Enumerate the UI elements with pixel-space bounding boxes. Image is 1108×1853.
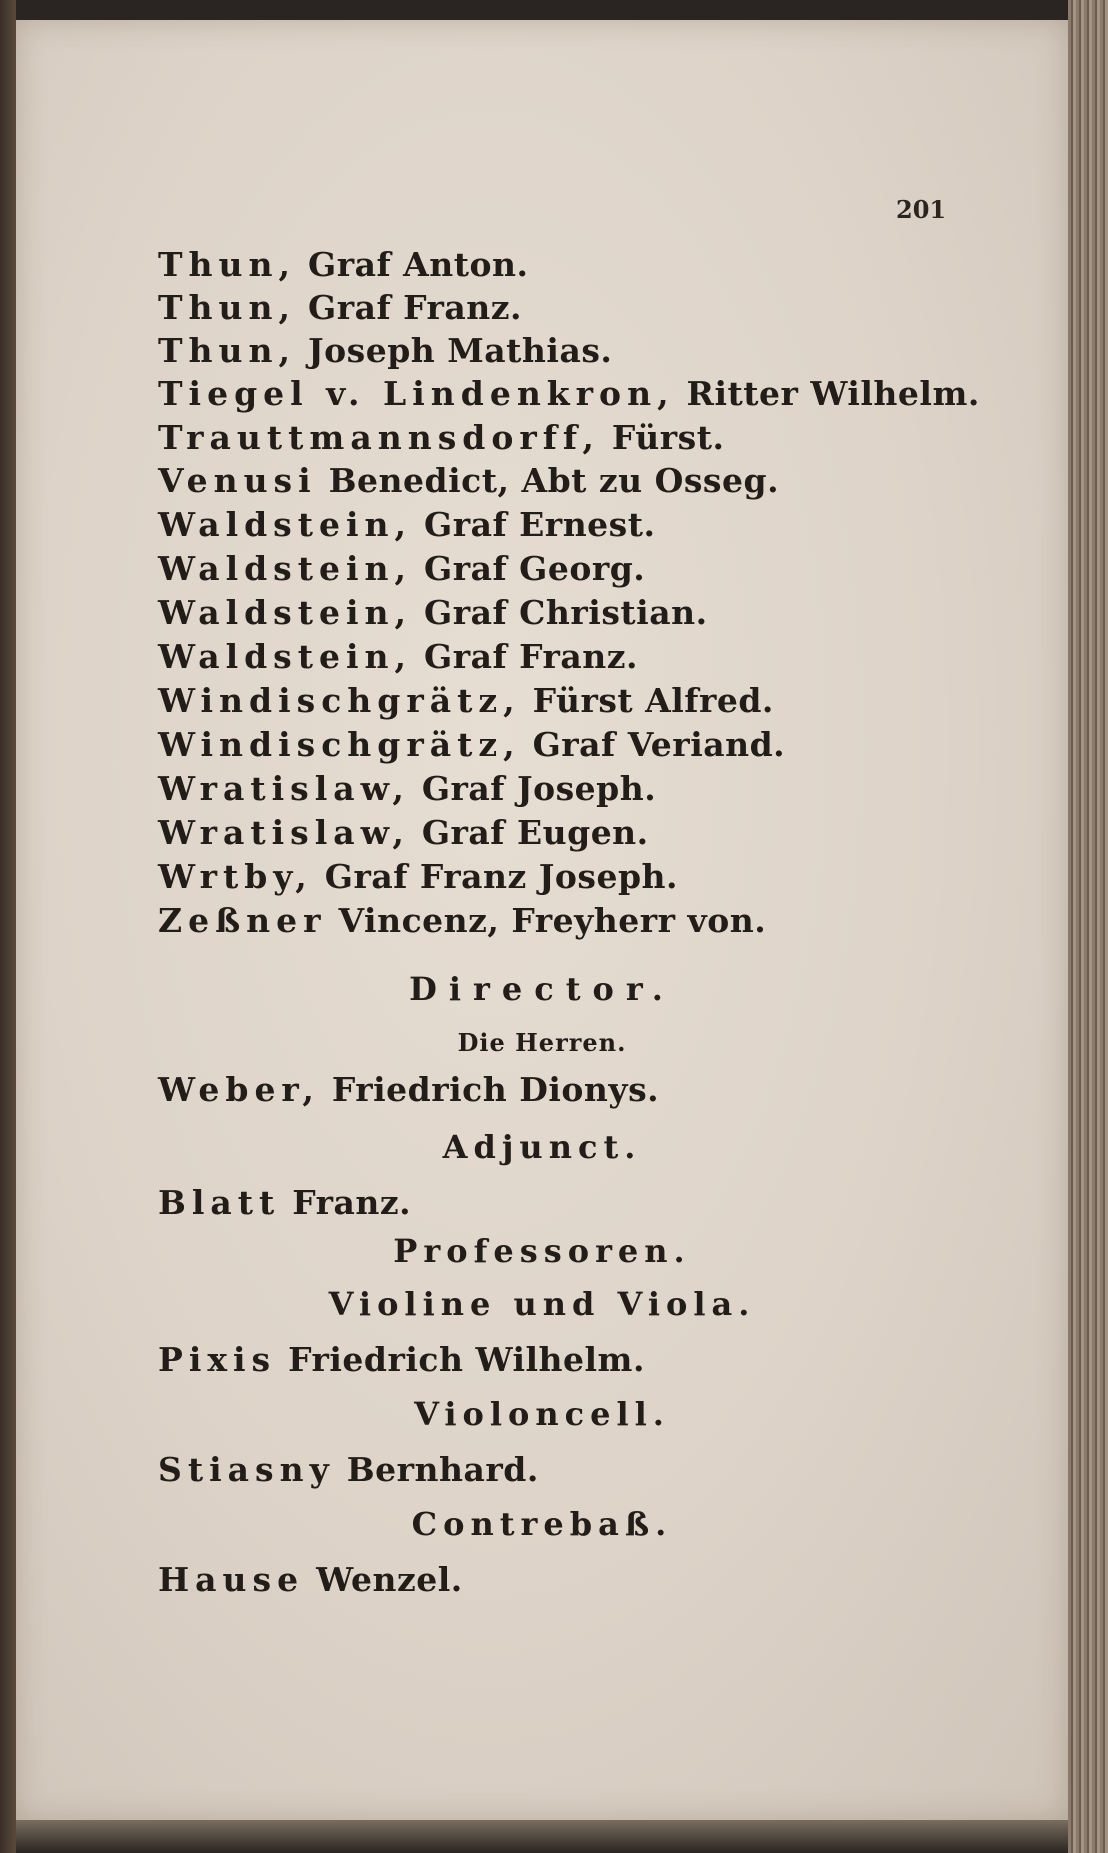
member-entry <box>158 374 980 413</box>
member-surname: Tiegel v. Lindenkron, <box>158 374 675 413</box>
member-entry <box>158 418 724 457</box>
member-surname: Wratislaw, <box>158 813 410 852</box>
violin-heading: Violine und Viola. <box>328 1285 756 1323</box>
member-details: Graf Joseph. <box>409 769 657 808</box>
bottom-shadow <box>16 1820 1068 1853</box>
cello-heading: Violoncell. <box>414 1395 670 1433</box>
member-entry <box>158 901 766 940</box>
member-details: Benedict, Abt zu Osseg. <box>316 461 780 500</box>
member-entry <box>158 725 785 764</box>
member-details: Graf Franz. <box>296 288 522 327</box>
director-heading: Director. <box>409 970 675 1008</box>
book-page <box>16 20 1068 1820</box>
member-surname: Wratislaw, <box>158 769 410 808</box>
director-entry <box>158 1070 659 1109</box>
member-entry <box>158 505 656 544</box>
member-details: Graf Franz Joseph. <box>312 857 679 896</box>
adjunct-heading: Adjunct. <box>442 1128 642 1166</box>
member-details: Graf Franz. <box>412 637 638 676</box>
professors-heading: Professoren. <box>393 1232 691 1270</box>
member-details: Graf Ernest. <box>412 505 656 544</box>
violin-details: Friedrich Wilhelm. <box>276 1340 645 1379</box>
member-entry <box>158 288 522 327</box>
adjunct-details: Franz. <box>280 1183 412 1222</box>
member-entry <box>158 769 656 808</box>
member-entry <box>158 461 779 500</box>
member-surname: Waldstein, <box>158 549 413 588</box>
member-details: Graf Anton. <box>296 245 529 284</box>
member-surname: Windischgrätz, <box>158 681 521 720</box>
member-details: Fürst. <box>599 418 725 457</box>
page-number: 201 <box>896 195 947 224</box>
member-surname: Windischgrätz, <box>158 725 521 764</box>
member-entry <box>158 331 612 370</box>
book-binding <box>0 0 16 1853</box>
member-details: Graf Christian. <box>412 593 708 632</box>
adjunct-entry <box>158 1183 411 1222</box>
cello-details: Bernhard. <box>334 1450 539 1489</box>
violin-surname: Pixis <box>158 1340 277 1379</box>
member-entry <box>158 813 649 852</box>
member-details: Ritter Wilhelm. <box>674 374 980 413</box>
member-details: Fürst Alfred. <box>520 681 774 720</box>
member-details: Graf Veriand. <box>520 725 786 764</box>
member-surname: Waldstein, <box>158 593 413 632</box>
cello-entry <box>158 1450 539 1489</box>
member-details: Vincenz, Freyherr von. <box>326 901 767 940</box>
member-surname: Thun, <box>158 245 297 284</box>
member-surname: Thun, <box>158 331 297 370</box>
member-surname: Zeßner <box>158 901 327 940</box>
member-entry <box>158 857 678 896</box>
member-details: Graf Georg. <box>412 549 646 588</box>
page-edges <box>1068 0 1108 1853</box>
member-entry <box>158 549 645 588</box>
member-entry <box>158 245 529 284</box>
adjunct-surname: Blatt <box>158 1183 281 1222</box>
member-surname: Wrtby, <box>158 857 313 896</box>
member-entry <box>158 681 774 720</box>
director-details: Friedrich Dionys. <box>319 1070 660 1109</box>
director-subheading: Die Herren. <box>457 1028 627 1057</box>
director-surname: Weber, <box>158 1070 320 1109</box>
member-surname: Thun, <box>158 288 297 327</box>
bass-surname: Hause <box>158 1560 305 1599</box>
member-entry <box>158 593 708 632</box>
member-surname: Waldstein, <box>158 637 413 676</box>
bass-entry <box>158 1560 463 1599</box>
member-surname: Venusi <box>158 461 317 500</box>
violin-entry <box>158 1340 645 1379</box>
cello-surname: Stiasny <box>158 1450 335 1489</box>
member-details: Graf Eugen. <box>409 813 649 852</box>
bass-heading: Contrebaß. <box>411 1505 673 1543</box>
member-details: Joseph Mathias. <box>296 331 613 370</box>
member-surname: Trauttmannsdorff, <box>158 418 600 457</box>
member-entry <box>158 637 638 676</box>
member-surname: Waldstein, <box>158 505 413 544</box>
bass-details: Wenzel. <box>304 1560 463 1599</box>
